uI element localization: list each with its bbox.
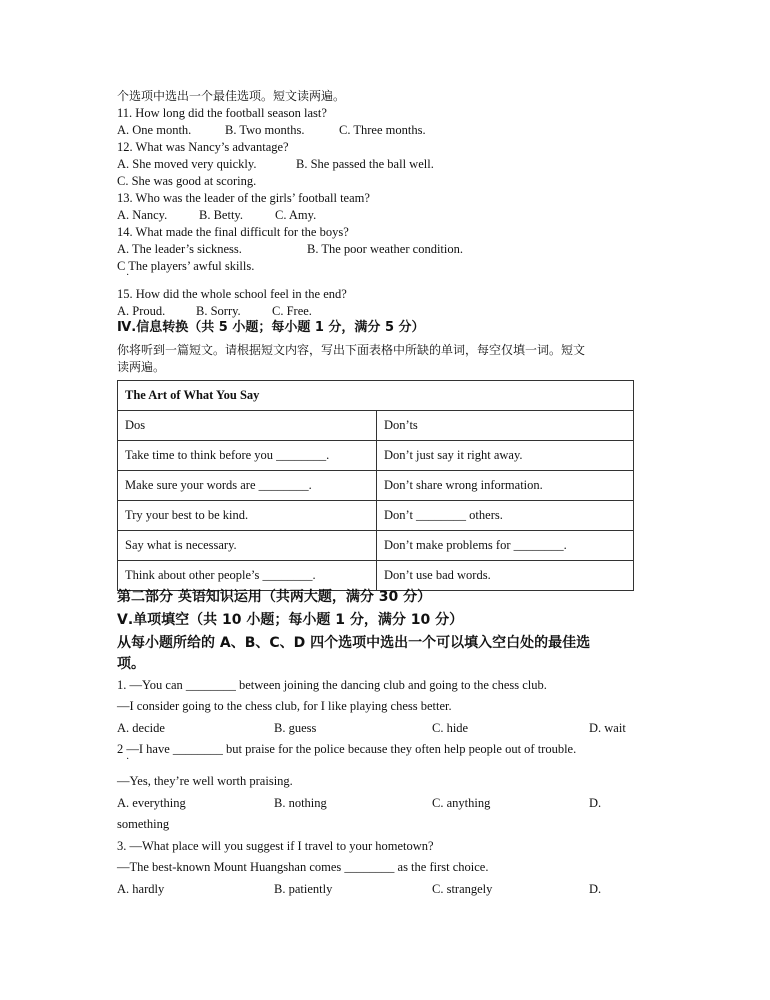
option: A. Proud. <box>117 304 166 318</box>
table-cell: Say what is necessary. <box>118 531 377 561</box>
table-row <box>118 531 634 561</box>
option: A. everything <box>117 796 186 810</box>
question-15: 15. How did the whole school feel in the end? <box>117 287 347 301</box>
instruction-text: 项。 <box>117 656 145 672</box>
table-cell: Don’t ________ others. <box>377 501 634 531</box>
question-14: 14. What made the final difficult for the boys? <box>117 225 349 239</box>
instruction-text: 读两遍。 <box>117 360 166 374</box>
table-header-dos: Dos <box>118 411 377 441</box>
option: C. Amy. <box>275 208 317 222</box>
table-cell: Think about other people’s ________. <box>118 561 377 591</box>
table-cell: Don’t share wrong information. <box>377 471 634 501</box>
section-heading: Ⅴ.单项填空（共 10 小题；每小题 1 分，满分 10 分） <box>117 612 464 628</box>
question-2: 2 —I have ________ but praise for the police because they often help people out of trouble. <box>117 742 577 756</box>
table-row <box>118 561 634 591</box>
option: D. wait <box>589 721 626 735</box>
option: C. strangely <box>432 882 493 896</box>
option: C. hide <box>432 721 469 735</box>
table-cell: Don’t make problems for ________. <box>377 531 634 561</box>
dot-mark: · <box>126 754 130 765</box>
option: A. decide <box>117 721 165 735</box>
question-2-reply: —Yes, they’re well worth praising. <box>117 774 293 788</box>
option: D. <box>589 796 602 810</box>
table-cell: Don’t just say it right away. <box>377 441 634 471</box>
option: B. nothing <box>274 796 327 810</box>
option: B. guess <box>274 721 317 735</box>
instruction-text: 从每小题所给的 A、B、C、D 四个选项中选出一个可以填入空白处的最佳选 <box>117 635 591 651</box>
option: B. Betty. <box>199 208 243 222</box>
table-row <box>118 441 634 471</box>
option: A. She moved very quickly. <box>117 157 257 171</box>
instruction-text: 你将听到一篇短文。请根据短文内容，写出下面表格中所缺的单词，每空仅填一词。短文 <box>117 343 586 357</box>
question-11: 11. How long did the football season last? <box>117 106 327 120</box>
table-cell: Try your best to be kind. <box>118 501 377 531</box>
option: C. Free. <box>272 304 312 318</box>
question-13: 13. Who was the leader of the girls’ football team? <box>117 191 370 205</box>
table-cell: Take time to think before you ________. <box>118 441 377 471</box>
dot-mark: · <box>126 270 130 281</box>
table-title: The Art of What You Say <box>118 381 634 411</box>
option: C. She was good at scoring. <box>117 174 257 188</box>
option: C The players’ awful skills. <box>117 259 255 273</box>
option: B. Sorry. <box>196 304 241 318</box>
table-header-donts: Don’ts <box>377 411 634 441</box>
option: C. Three months. <box>339 123 426 137</box>
option: B. Two months. <box>225 123 305 137</box>
option: D. <box>589 882 602 896</box>
option: A. One month. <box>117 123 192 137</box>
option: C. anything <box>432 796 491 810</box>
option: A. The leader’s sickness. <box>117 242 242 256</box>
part-heading: 第二部分 英语知识运用（共两大题，满分 30 分） <box>117 589 432 605</box>
question-12: 12. What was Nancy’s advantage? <box>117 140 289 154</box>
question-1-reply: —I consider going to the chess club, for I like playing chess better. <box>117 699 452 713</box>
option-wrap: something <box>117 817 170 831</box>
instruction-text: 个选项中选出一个最佳选项。短文读两遍。 <box>117 89 346 103</box>
table-cell: Make sure your words are ________. <box>118 471 377 501</box>
option: A. Nancy. <box>117 208 168 222</box>
option: B. The poor weather condition. <box>307 242 463 256</box>
info-table <box>117 380 634 591</box>
table-row <box>118 471 634 501</box>
question-3: 3. —What place will you suggest if I travel to your hometown? <box>117 839 434 853</box>
table-row <box>118 501 634 531</box>
option: A. hardly <box>117 882 165 896</box>
question-1: 1. —You can ________ between joining the dancing club and going to the chess club. <box>117 678 547 692</box>
option: B. patiently <box>274 882 333 896</box>
section-heading: Ⅳ.信息转换（共 5 小题；每小题 1 分，满分 5 分） <box>117 320 425 335</box>
option: B. She passed the ball well. <box>296 157 434 171</box>
question-3-reply: —The best-known Mount Huangshan comes ________ as the first choice. <box>117 860 489 874</box>
table-cell: Don’t use bad words. <box>377 561 634 591</box>
